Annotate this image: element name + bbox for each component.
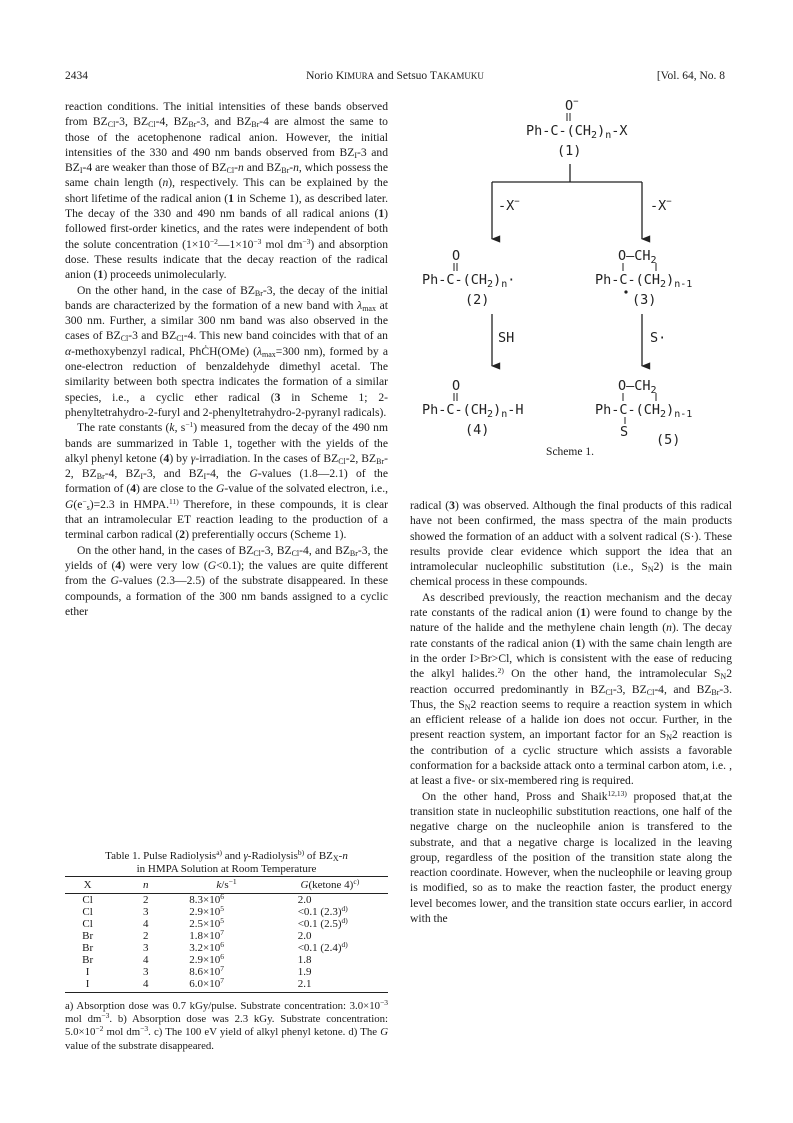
label-3: (3) [632, 292, 657, 308]
compound-2: $Ph-C-(CH_2)_n\cdot$ [422, 272, 516, 290]
cell-g: <0.1 $(2.3)^{d)}$ [297, 904, 348, 918]
cell-x: Cl [82, 906, 93, 918]
cell-n: 2 [142, 930, 149, 942]
cell-x: Cl [82, 894, 93, 906]
table-row [65, 966, 388, 978]
table-footnotes: a) Absorption dose was 0.7 kGy/pulse. Substrate concentration: $3.0\times 10^{-3}$ mol $dm^{-3}$. b) Absorption dose was 2.3 kGy. Substrate concentration: $5.0\times 10^{-2}$ mol $dm^{-3}$. c) The 100 eV yield of alkyl phenyl ketone. d) The G value of the substrate disappeared. [65, 998, 389, 1052]
paragraph-3: The rate constants (k, $s^{-1}$) measured from the decay of the 490 nm bands are summarized in Table 1, together with the yields of the alkyl phenyl ketone (4) by γ-irradiation. In the cases of $BZ_{Cl}-2$, $BZ_{Br}-2$, $BZ_{Br}-4$, $BZ_I-3$, and $BZ_I-4$, the G-values (1.8—2.1) of the formation of (4) are close to the G-value of the solvated electron, i.e., $G(e^-_s)=2.3$ in HMPA.$^{11)}$ Therefore, in these compounds, it is clear that an intramolecular ET reaction leading to the production of a terminal carbon radical (2) preferentially occurs (Scheme 1). [65, 420, 388, 542]
col-header-x: X [65, 877, 110, 894]
label-2: (2) [465, 292, 490, 308]
cell-n: 2 [142, 894, 149, 906]
paragraph-5: radical (3) was observed. Although the final products of this radical have not been confirmed, the mass spectra of the main products showed the formation of an adduct with a solvent radical (S·). These results provide clear evidence which support the idea that an intramolecular nucleophilic substitution (i.e., $S_N2$) is the main chemical process in these compounds. [410, 499, 733, 589]
cell-x: Br [82, 930, 94, 942]
cell-k: $1.8\times 10^7$ [189, 928, 224, 942]
cyclic-ether-3: $O—CH_2$ [618, 248, 657, 266]
table-caption-line2: in HMPA Solution at Room Temperature [136, 863, 317, 875]
cell-g: 1.8 [297, 954, 312, 966]
carbonyl-oxygen-anion: O− [565, 98, 579, 114]
cell-g: 2.0 [297, 894, 312, 906]
running-authors: Norio KIMURA and Setsuo TAKAMUKU [306, 70, 484, 82]
table-caption-line1: Table 1. Pulse Radiolysis$^{a)}$ and γ-Radiolysis$^{b)}$ of $BZ_X-n$ [105, 848, 348, 863]
page-number: 2434 [65, 70, 88, 82]
compound-4: $Ph-C-(CH_2)_n-H$ [422, 402, 524, 420]
paragraph-7: On the other hand, Pross and Shaik$^{12,13)}$ proposed that,at the transition state in nucleophilic substitution reactions, one half of the negative charge on the nucleophile anion is transfered to the substrate, and that a negative charge is localized in the leaving group, regardless of the position of the transition state along the reaction coordinate. However, when the nucleophile or leaving group is modified, so as to make the reaction faster, the product energy level becomes lower, and the transition state occurs earlier, in accord with the [410, 788, 733, 926]
table-row [65, 942, 388, 954]
cell-k: $8.6\times 10^7$ [189, 964, 224, 978]
col-header-k: $k/s^{-1}$ [181, 877, 271, 894]
compound-1: $Ph-C-(CH_2)_n-X$ [526, 123, 628, 141]
table-row [65, 906, 388, 918]
cell-g: <0.1 $(2.5)^{d)}$ [297, 916, 348, 930]
cell-g: 1.9 [297, 966, 312, 978]
cell-n: 4 [142, 918, 149, 930]
table-caption [65, 850, 388, 876]
cell-n: 3 [142, 942, 149, 954]
paragraph-2: On the other hand, in the case of $BZ_{Br}-3$, the decay of the initial bands are characterized by the formation of a new band with $\lambda_{max}$ at 300 nm. Further, a similar 300 nm band was also observed in the cases of $BZ_{Cl}-3$ and $BZ_{Cl}-4$. This new band coincides with that of an α-methoxybenzyl radical, PhĊH(OMe) ($\lambda_{max}=300$ nm), formed by a one-electron reduction of benzaldehyde dimethyl acetal. The similarity between both spectra indicates the formation of a similar species, i.e., a cyclic ether radical (3 in Scheme 1; 2-phenyltetrahydro-2-furyl and 2-phenyltetrahydro-2-pyranyl radicals). [65, 283, 389, 419]
compound-5: $Ph-C-(CH_2)_{n-1}$ [595, 402, 693, 420]
oxygen-4: O [452, 378, 461, 394]
reagent-x-right: -X− [650, 197, 672, 214]
cell-g: 2.1 [272, 978, 388, 993]
table-row [65, 930, 388, 942]
cell-x: Cl [82, 918, 93, 930]
table-header-row [65, 877, 388, 894]
paragraph-4: On the other hand, in the cases of $BZ_{Cl}-3$, $BZ_{Cl}-4$, and $BZ_{Br}-3$, the yields of (4) were very low (G<0.1); the values are quite different from the G-values (2.3—2.5) of the substrate disappeared. In these compounds, a formation of the 300 nm bands assigned to a cyclic ether [65, 543, 388, 618]
reagent-x-left: -X− [498, 197, 520, 214]
label-1: (1) [557, 143, 582, 159]
table-row [65, 954, 388, 966]
right-column [410, 498, 732, 926]
cell-n: 3 [142, 966, 149, 978]
left-column [65, 99, 388, 619]
cell-n: 4 [142, 954, 149, 966]
col-header-n: n [110, 877, 181, 894]
cell-k: $2.5\times 10^5$ [189, 916, 224, 930]
oxygen-2: O [452, 248, 461, 264]
cell-g: <0.1 $(2.4)^{d)}$ [297, 940, 348, 954]
cell-x: I [85, 966, 90, 978]
table-row [65, 978, 388, 993]
cell-x: I [65, 978, 110, 993]
cell-n: 4 [110, 978, 181, 993]
label-5: (5) [656, 432, 681, 448]
solvent-group-s: S [620, 424, 629, 440]
cyclic-ether-5: $O—CH_2$ [618, 378, 657, 396]
label-4: (4) [465, 422, 490, 438]
page-header [65, 70, 725, 86]
data-table [65, 876, 388, 993]
volume-info: [Vol. 64, No. 8 [656, 70, 725, 82]
table-row [65, 918, 388, 930]
paragraph-1: reaction conditions. The initial intensities of these bands observed from $BZ_{Cl}-3$, $BZ_{Cl}-4$, $BZ_{Br}-3$, and $BZ_{Br}-4$ are almost the same to those of the acetophenone radical anion. However, the initial intensities of the 330 and 490 nm bands observed from $BZ_I-3$ and $BZ_I-4$ are weaker than those of $BZ_{Cl}-n$ and $BZ_{Br}-n$, which possess the same chain length (n), respectively. This can be explained by the short lifetime of the radical anion (1 in Scheme 1), as described later. The decay of the 330 and 490 nm bands of all radical anions (1) followed first-order kinetics, and the rates were independent of both the solute concentration ($1\times 10^{-2}—1\times 10^{-3}$ mol $dm^{-3}$) and absorption dose. These results indicate that the decay reaction of the radical anion (1) proceeds unimolecularly. [65, 100, 389, 282]
reaction-scheme [420, 98, 720, 448]
compound-3: $Ph-C-(CH_2)_{n-1}$ [595, 272, 693, 290]
cell-k: $8.3\times 10^6$ [189, 892, 224, 906]
cell-k: $3.2\times 10^6$ [189, 940, 224, 954]
cell-k: $2.9\times 10^6$ [189, 952, 224, 966]
cell-k: $2.9\times 10^5$ [189, 904, 224, 918]
cell-x: Br [82, 942, 94, 954]
paragraph-6: As described previously, the reaction mechanism and the decay rate constants of the radical anion (1) were found to change by the nature of the halide and the methylene chain length (n). The decay rate constants of the radical anion (1) with the same chain length are in the order I>Br>Cl, which is consistent with the ease of reducing the alkyl halides.$^{2)}$ On the other hand, the intramolecular $S_N2$ reaction occurred predominantly in $BZ_{Cl}-3$, $BZ_{Cl}-4$, and $BZ_{Br}-3$. Thus, the $S_N2$ reaction seems to require a reaction system in which an efficient release of a halide ion does not occur. Further, in the present reaction system, an important factor for an $S_N2$ reaction is the contribution of a cyclic structure which assists a favorable conformation for a backside attack onto a terminal carbon atom, i.e. , at least a five- or six-membered ring is required. [410, 590, 732, 788]
cell-x: Br [82, 954, 94, 966]
cell-n: 3 [142, 906, 149, 918]
table-row [65, 894, 388, 907]
reagent-sh: SH [498, 330, 515, 346]
scheme-caption: Scheme 1. [546, 446, 594, 458]
reagent-s-radical: S· [650, 330, 667, 346]
col-header-g: G(ketone 4)$^{c)}$ [272, 877, 388, 894]
cell-k: $6.0\times 10^7$ [181, 978, 271, 993]
cell-g: 2.0 [297, 930, 312, 942]
